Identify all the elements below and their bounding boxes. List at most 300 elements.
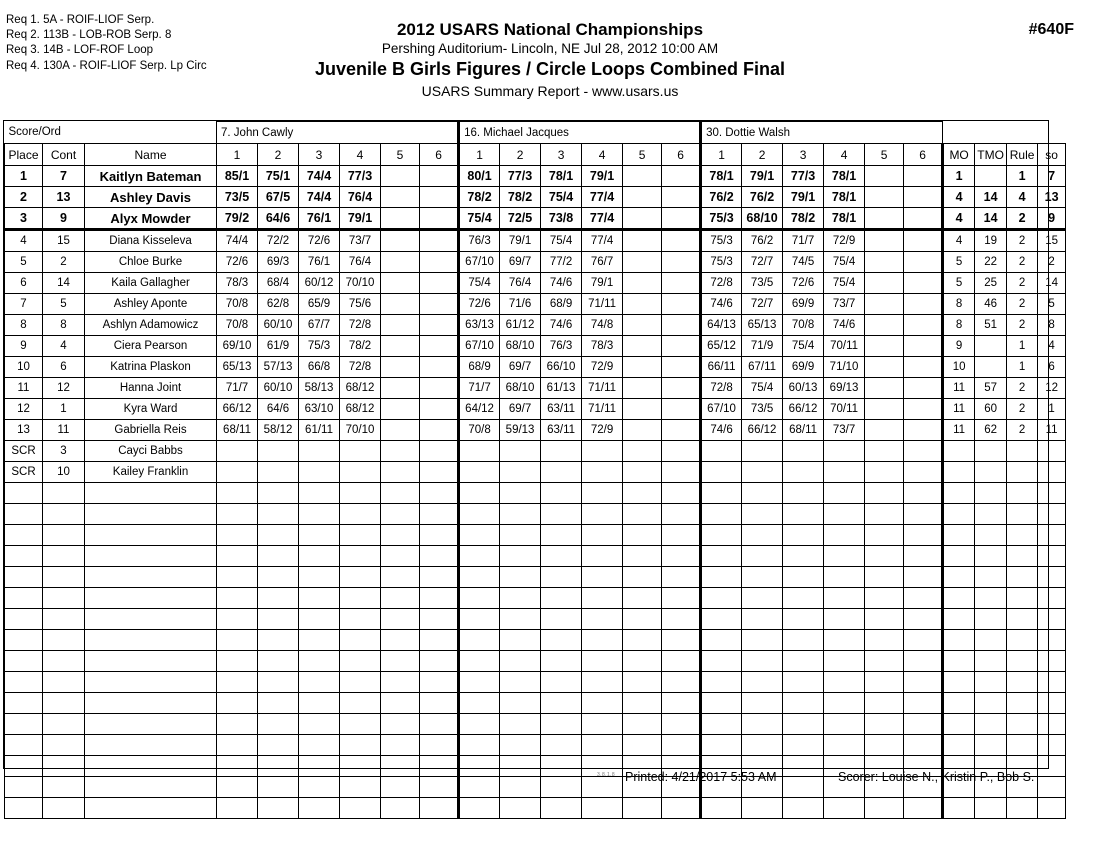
cell-empty	[783, 609, 824, 630]
cell-empty	[662, 483, 701, 504]
cell-rule: 2	[1007, 420, 1038, 441]
cell-judge-score	[904, 336, 943, 357]
table-row[interactable]	[5, 208, 1066, 230]
judge-panel-label: 30. Dottie Walsh	[701, 122, 943, 144]
cell-skater-name: Ashlyn Adamowicz	[85, 315, 217, 336]
cell-empty	[5, 546, 43, 567]
cell-empty	[381, 756, 420, 777]
cell-empty	[5, 693, 43, 714]
cell-empty	[43, 798, 85, 819]
table-row-empty[interactable]	[5, 735, 1066, 756]
cell-place: 7	[5, 294, 43, 315]
table-row[interactable]	[5, 230, 1066, 252]
cell-empty	[582, 714, 623, 735]
cell-judge-score: 74/6	[824, 315, 865, 336]
cell-empty	[824, 714, 865, 735]
cell-empty	[742, 735, 783, 756]
cell-empty	[217, 756, 258, 777]
cell-judge-score: 68/10	[500, 336, 541, 357]
cell-judge-score: 78/2	[783, 208, 824, 230]
cell-judge-score: 60/10	[258, 315, 299, 336]
table-row[interactable]	[5, 357, 1066, 378]
cell-empty	[1038, 546, 1066, 567]
cell-judge-score	[258, 462, 299, 483]
cell-skater-name: Ashley Aponte	[85, 294, 217, 315]
cell-judge-score: 72/7	[742, 294, 783, 315]
table-row[interactable]	[5, 252, 1066, 273]
column-header-figure: 1	[217, 144, 258, 166]
cell-judge-score: 75/4	[783, 336, 824, 357]
cell-judge-score: 72/5	[500, 208, 541, 230]
cell-judge-score	[865, 378, 904, 399]
cell-empty	[299, 609, 340, 630]
cell-empty	[85, 630, 217, 651]
cell-judge-score: 71/7	[459, 378, 500, 399]
cell-judge-score	[420, 166, 459, 187]
cell-empty	[85, 798, 217, 819]
cell-so: 2	[1038, 252, 1066, 273]
cell-contestant-number: 11	[43, 420, 85, 441]
cell-judge-score: 69/10	[217, 336, 258, 357]
cell-judge-score: 68/11	[217, 420, 258, 441]
table-row[interactable]	[5, 462, 1066, 483]
cell-judge-score	[662, 420, 701, 441]
cell-empty	[582, 525, 623, 546]
table-row-empty[interactable]	[5, 609, 1066, 630]
cell-empty	[217, 483, 258, 504]
cell-empty	[258, 609, 299, 630]
cell-tmo	[975, 336, 1007, 357]
cell-empty	[824, 588, 865, 609]
cell-empty	[865, 714, 904, 735]
table-row-empty[interactable]	[5, 714, 1066, 735]
cell-judge-score	[662, 378, 701, 399]
cell-empty	[420, 798, 459, 819]
cell-judge-score: 76/2	[742, 230, 783, 252]
cell-rule: 2	[1007, 273, 1038, 294]
cell-empty	[381, 693, 420, 714]
cell-so	[1038, 462, 1066, 483]
cell-empty	[742, 567, 783, 588]
cell-judge-score	[420, 230, 459, 252]
cell-judge-score	[420, 378, 459, 399]
cell-judge-score	[662, 399, 701, 420]
cell-tmo: 22	[975, 252, 1007, 273]
table-row[interactable]	[5, 294, 1066, 315]
cell-empty	[340, 483, 381, 504]
cell-tmo: 14	[975, 208, 1007, 230]
cell-empty	[824, 630, 865, 651]
table-row-empty[interactable]	[5, 504, 1066, 525]
table-row-empty[interactable]	[5, 672, 1066, 693]
cell-empty	[541, 588, 582, 609]
cell-judge-score: 74/8	[582, 315, 623, 336]
table-row[interactable]	[5, 441, 1066, 462]
score-ord-label: Score/Ord	[5, 122, 217, 144]
cell-empty	[1038, 567, 1066, 588]
cell-judge-score	[420, 462, 459, 483]
cell-empty	[662, 525, 701, 546]
cell-judge-score: 77/4	[582, 230, 623, 252]
cell-so: 14	[1038, 273, 1066, 294]
cell-empty	[943, 588, 975, 609]
cell-judge-score	[217, 441, 258, 462]
table-row-empty[interactable]	[5, 630, 1066, 651]
cell-judge-score: 71/7	[783, 230, 824, 252]
cell-empty	[258, 483, 299, 504]
cell-empty	[5, 798, 43, 819]
cell-empty	[541, 798, 582, 819]
cell-empty	[701, 630, 742, 651]
cell-place: 13	[5, 420, 43, 441]
cell-empty	[783, 483, 824, 504]
cell-judge-score	[824, 462, 865, 483]
cell-empty	[420, 756, 459, 777]
cell-empty	[904, 567, 943, 588]
table-row-empty[interactable]	[5, 567, 1066, 588]
cell-judge-score	[420, 208, 459, 230]
cell-empty	[742, 630, 783, 651]
version-mark: 3.8.1.8	[597, 772, 616, 778]
cell-judge-score: 78/2	[459, 187, 500, 208]
cell-empty	[783, 588, 824, 609]
cell-judge-score	[742, 462, 783, 483]
cell-empty	[1038, 630, 1066, 651]
cell-empty	[865, 651, 904, 672]
cell-empty	[1038, 777, 1066, 798]
cell-empty	[783, 546, 824, 567]
cell-judge-score: 69/9	[783, 357, 824, 378]
cell-judge-score	[299, 462, 340, 483]
cell-empty	[582, 630, 623, 651]
cell-judge-score: 76/4	[340, 252, 381, 273]
cell-empty	[783, 672, 824, 693]
cell-empty	[459, 798, 500, 819]
cell-judge-score	[420, 441, 459, 462]
cell-judge-score	[904, 187, 943, 208]
column-header-place: Place	[5, 144, 43, 166]
cell-judge-score	[381, 420, 420, 441]
cell-judge-score: 77/3	[500, 166, 541, 187]
cell-empty	[420, 714, 459, 735]
cell-skater-name: Kailey Franklin	[85, 462, 217, 483]
cell-empty	[623, 567, 662, 588]
cell-empty	[623, 588, 662, 609]
table-row[interactable]	[5, 399, 1066, 420]
cell-judge-score	[662, 315, 701, 336]
cell-judge-score: 75/1	[258, 166, 299, 187]
cell-empty	[975, 483, 1007, 504]
table-row-empty[interactable]	[5, 525, 1066, 546]
cell-empty	[381, 672, 420, 693]
cell-judge-score: 77/3	[340, 166, 381, 187]
table-row[interactable]	[5, 420, 1066, 441]
cell-empty	[299, 483, 340, 504]
cell-empty	[1038, 588, 1066, 609]
cell-empty	[943, 609, 975, 630]
cell-empty	[299, 588, 340, 609]
cell-judge-score: 71/11	[582, 399, 623, 420]
cell-judge-score: 73/7	[824, 294, 865, 315]
cell-judge-score: 60/13	[783, 378, 824, 399]
cell-empty	[865, 672, 904, 693]
table-row[interactable]	[5, 336, 1066, 357]
cell-empty	[865, 735, 904, 756]
cell-judge-score: 70/11	[824, 399, 865, 420]
cell-empty	[258, 735, 299, 756]
cell-empty	[662, 714, 701, 735]
judge-header-row	[5, 122, 1066, 144]
cell-empty	[43, 504, 85, 525]
cell-empty	[701, 651, 742, 672]
cell-tmo	[975, 462, 1007, 483]
column-header-figure: 6	[662, 144, 701, 166]
cell-empty	[258, 588, 299, 609]
cell-empty	[299, 567, 340, 588]
cell-empty	[541, 546, 582, 567]
cell-empty	[1007, 546, 1038, 567]
cell-empty	[742, 588, 783, 609]
cell-empty	[783, 714, 824, 735]
cell-judge-score: 77/4	[582, 208, 623, 230]
cell-empty	[420, 609, 459, 630]
cell-judge-score: 60/12	[299, 273, 340, 294]
cell-judge-score: 66/12	[742, 420, 783, 441]
cell-judge-score: 72/6	[459, 294, 500, 315]
cell-judge-score: 74/5	[783, 252, 824, 273]
column-header-figure: 6	[904, 144, 943, 166]
cell-empty	[904, 714, 943, 735]
cell-judge-score	[662, 187, 701, 208]
cell-empty	[217, 546, 258, 567]
cell-empty	[1038, 693, 1066, 714]
cell-empty	[701, 483, 742, 504]
table-row[interactable]	[5, 273, 1066, 294]
table-row[interactable]	[5, 166, 1066, 187]
cell-so: 8	[1038, 315, 1066, 336]
cell-judge-score	[865, 252, 904, 273]
cell-judge-score	[623, 357, 662, 378]
cell-empty	[943, 483, 975, 504]
table-row-empty[interactable]	[5, 693, 1066, 714]
cell-judge-score: 79/1	[582, 166, 623, 187]
cell-empty	[943, 525, 975, 546]
cell-judge-score: 75/4	[459, 273, 500, 294]
cell-empty	[824, 672, 865, 693]
cell-judge-score: 74/6	[541, 273, 582, 294]
cell-judge-score: 79/1	[340, 208, 381, 230]
cell-empty	[865, 567, 904, 588]
cell-judge-score	[865, 187, 904, 208]
cell-mo: 5	[943, 252, 975, 273]
scorer-names: Scorer: Louise N., Kristin P., Bob S.	[838, 770, 1035, 784]
table-row-empty[interactable]	[5, 546, 1066, 567]
cell-contestant-number: 9	[43, 208, 85, 230]
cell-empty	[975, 525, 1007, 546]
cell-judge-score: 72/8	[340, 315, 381, 336]
cell-empty	[459, 693, 500, 714]
cell-empty	[701, 735, 742, 756]
cell-contestant-number: 14	[43, 273, 85, 294]
cell-empty	[85, 651, 217, 672]
cell-judge-score	[904, 294, 943, 315]
cell-empty	[381, 504, 420, 525]
cell-empty	[340, 525, 381, 546]
cell-judge-score	[662, 441, 701, 462]
cell-empty	[217, 609, 258, 630]
cell-empty	[217, 504, 258, 525]
cell-judge-score: 79/1	[582, 273, 623, 294]
cell-judge-score	[662, 273, 701, 294]
cell-empty	[904, 693, 943, 714]
cell-place: 5	[5, 252, 43, 273]
table-row-empty[interactable]	[5, 483, 1066, 504]
table-row[interactable]	[5, 378, 1066, 399]
table-row-empty[interactable]	[5, 798, 1066, 819]
table-row-empty[interactable]	[5, 651, 1066, 672]
cell-contestant-number: 6	[43, 357, 85, 378]
cell-judge-score: 75/6	[340, 294, 381, 315]
cell-empty	[865, 483, 904, 504]
cell-judge-score	[904, 420, 943, 441]
column-header-tmo: TMO	[975, 144, 1007, 166]
cell-empty	[85, 693, 217, 714]
cell-judge-score	[420, 357, 459, 378]
cell-judge-score: 72/8	[701, 273, 742, 294]
cell-place: SCR	[5, 462, 43, 483]
cell-empty	[783, 525, 824, 546]
cell-empty	[258, 798, 299, 819]
cell-place: 8	[5, 315, 43, 336]
cell-empty	[43, 609, 85, 630]
cell-judge-score: 69/3	[258, 252, 299, 273]
table-row[interactable]	[5, 315, 1066, 336]
column-header-mo: MO	[943, 144, 975, 166]
cell-judge-score	[381, 294, 420, 315]
cell-empty	[1038, 735, 1066, 756]
cell-empty	[582, 546, 623, 567]
cell-judge-score	[865, 420, 904, 441]
cell-empty	[500, 798, 541, 819]
cell-empty	[43, 525, 85, 546]
cell-empty	[662, 546, 701, 567]
cell-empty	[258, 672, 299, 693]
cell-judge-score: 72/9	[582, 357, 623, 378]
cell-mo	[943, 462, 975, 483]
cell-judge-score	[865, 441, 904, 462]
cell-rule: 1	[1007, 357, 1038, 378]
cell-place: 3	[5, 208, 43, 230]
cell-empty	[299, 714, 340, 735]
cell-judge-score	[381, 336, 420, 357]
cell-empty	[943, 798, 975, 819]
cell-contestant-number: 2	[43, 252, 85, 273]
cell-empty	[742, 504, 783, 525]
cell-judge-score: 79/2	[217, 208, 258, 230]
cell-judge-score: 72/2	[258, 230, 299, 252]
cell-judge-score: 64/6	[258, 399, 299, 420]
cell-empty	[783, 504, 824, 525]
cell-mo: 4	[943, 230, 975, 252]
cell-empty	[662, 609, 701, 630]
cell-so	[1038, 441, 1066, 462]
cell-empty	[5, 609, 43, 630]
cell-mo: 10	[943, 357, 975, 378]
cell-empty	[701, 567, 742, 588]
cell-empty	[742, 525, 783, 546]
cell-judge-score: 74/6	[541, 315, 582, 336]
cell-judge-score: 78/1	[541, 166, 582, 187]
cell-empty	[1038, 798, 1066, 819]
cell-judge-score: 68/4	[258, 273, 299, 294]
cell-judge-score	[904, 166, 943, 187]
cell-judge-score: 73/7	[824, 420, 865, 441]
cell-empty	[783, 777, 824, 798]
cell-empty	[623, 630, 662, 651]
cell-judge-score: 75/3	[701, 208, 742, 230]
cell-judge-score	[662, 336, 701, 357]
table-row[interactable]	[5, 187, 1066, 208]
cell-judge-score	[582, 462, 623, 483]
cell-judge-score	[381, 273, 420, 294]
cell-empty	[783, 735, 824, 756]
cell-judge-score: 75/3	[701, 230, 742, 252]
cell-judge-score: 60/10	[258, 378, 299, 399]
cell-empty	[582, 483, 623, 504]
cell-judge-score: 66/12	[783, 399, 824, 420]
cell-empty	[865, 609, 904, 630]
cell-empty	[623, 798, 662, 819]
cell-judge-score: 71/11	[582, 294, 623, 315]
cell-empty	[623, 735, 662, 756]
cell-judge-score: 76/4	[340, 187, 381, 208]
cell-empty	[701, 672, 742, 693]
cell-tmo: 46	[975, 294, 1007, 315]
cell-judge-score	[904, 399, 943, 420]
cell-empty	[742, 483, 783, 504]
cell-place: SCR	[5, 441, 43, 462]
venue-datetime: Pershing Auditorium- Lincoln, NE Jul 28, 2012 10:00 AM	[381, 41, 719, 56]
cell-empty	[1007, 483, 1038, 504]
cell-skater-name: Ciera Pearson	[85, 336, 217, 357]
cell-empty	[582, 777, 623, 798]
cell-tmo	[975, 357, 1007, 378]
cell-judge-score: 58/13	[299, 378, 340, 399]
cell-empty	[541, 756, 582, 777]
cell-empty	[217, 588, 258, 609]
event-number: #640F	[1028, 21, 1074, 38]
cell-judge-score	[662, 208, 701, 230]
column-header-so: so	[1038, 144, 1066, 166]
cell-empty	[701, 588, 742, 609]
cell-empty	[500, 546, 541, 567]
cell-judge-score: 76/3	[541, 336, 582, 357]
cell-empty	[43, 693, 85, 714]
cell-judge-score: 68/9	[541, 294, 582, 315]
table-row-empty[interactable]	[5, 588, 1066, 609]
cell-empty	[865, 693, 904, 714]
cell-empty	[381, 777, 420, 798]
cell-empty	[420, 546, 459, 567]
cell-empty	[541, 777, 582, 798]
cell-judge-score: 69/13	[824, 378, 865, 399]
column-header-figure: 3	[299, 144, 340, 166]
cell-empty	[904, 735, 943, 756]
cell-judge-score	[623, 420, 662, 441]
cell-judge-score	[662, 294, 701, 315]
cell-judge-score: 76/1	[299, 208, 340, 230]
cell-empty	[299, 525, 340, 546]
